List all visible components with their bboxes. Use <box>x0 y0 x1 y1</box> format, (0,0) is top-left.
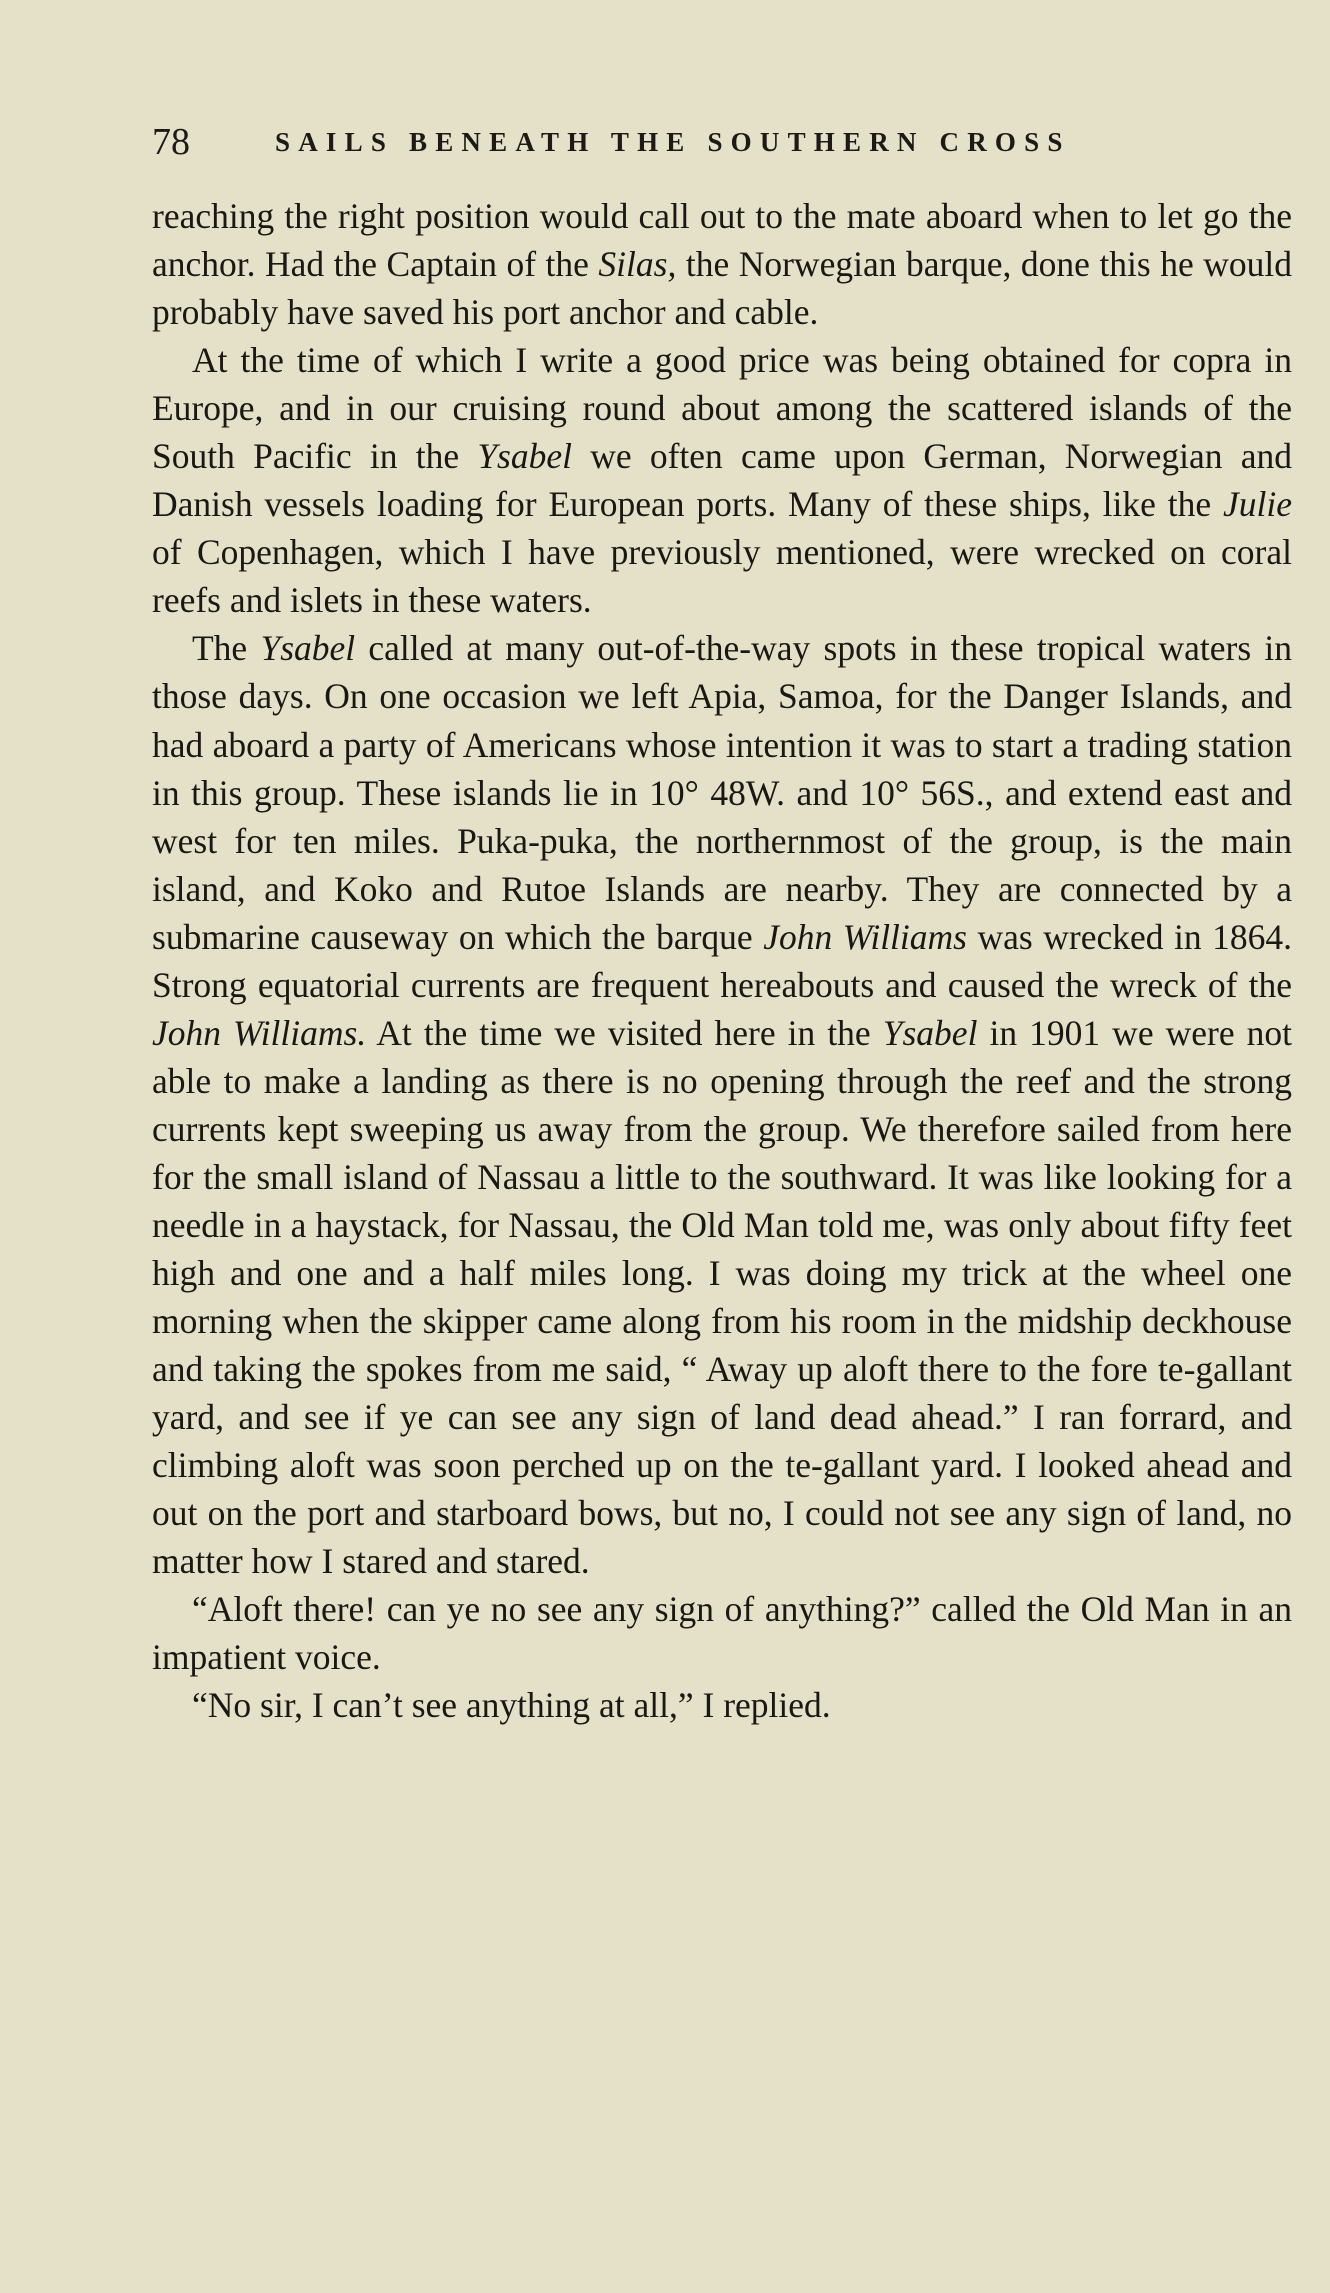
text-run: called at many out-of-the-way spots in these tropical waters in those days. On one occasion we left Apia, Samoa, for the Danger Islands, and had aboard a party of Americans whose intention it was to start a trading station in this group. These islands lie in 10° 48W. and 10° 56S., and extend east and west for ten miles. Puka-puka, the northernmost of the group, is the main island, and Koko and Rutoe Islands are nearby. They are connected by a submarine causeway on which the barque <box>152 628 1292 957</box>
paragraph <box>152 1585 1292 1681</box>
text-run: in 1901 we were not able to make a landing as there is no opening through the reef and the strong currents kept sweeping us away from the group. We therefore sailed from here for the small island of Nassau a little to the southward. It was like looking for a needle in a haystack, for Nassau, the Old Man told me, was only about fifty feet high and one and a half miles long. I was doing my trick at the wheel one morning when the skipper came along from his room in the midship deckhouse and taking the spokes from me said, “ Away up aloft there to the fore te-gallant yard, and see if ye can see any sign of land dead ahead.” I ran forrard, and climbing aloft was soon perched up on the te-gallant yard. I looked ahead and out on the port and starboard bows, but no, I could not see any sign of land, no matter how I stared and stared. <box>152 1012 1293 1582</box>
italic-text: Julie <box>1223 484 1292 525</box>
body-text <box>152 192 1292 1730</box>
text-run: At the time of which I write a good price was being obtained for copra in Europe, and in our cruising round about among the scattered islands of the South Pacific in the <box>152 340 1292 477</box>
text-run: the Norwegian barque, done this he would probably have saved his port anchor and cable. <box>152 244 1293 333</box>
paragraph <box>152 624 1292 1585</box>
paragraph <box>152 192 1292 336</box>
italic-text: Silas, <box>598 244 677 285</box>
text-run: “No sir, I can’t see anything at all,” I replied. <box>192 1685 831 1726</box>
text-run: was wrecked in 1864. Strong equatorial currents are frequent hereabouts and caused the wreck of the <box>152 916 1292 1005</box>
italic-text: Ysabel <box>260 628 356 669</box>
paragraph <box>152 336 1292 624</box>
italic-text: John Williams. <box>152 1012 367 1053</box>
text-run: of Copenhagen, which I have previously mentioned, were wrecked on coral reefs and islets in these waters. <box>152 532 1292 621</box>
text-run: The <box>192 628 261 669</box>
text-run: we often came upon German, Norwegian and Danish vessels loading for European ports. Many of these ships, like the <box>152 436 1292 525</box>
text-run: At the time we visited here in the <box>366 1012 883 1053</box>
italic-text: John Williams <box>763 916 967 957</box>
running-head <box>150 118 1220 168</box>
running-title: SAILS BENEATH THE SOUTHERN CROSS <box>275 127 1071 157</box>
paragraph <box>152 1681 1292 1729</box>
text-run: “Aloft there! can ye no see any sign of anything?” called the Old Man in an impatient voice. <box>152 1589 1292 1678</box>
page-number: 78 <box>152 121 190 163</box>
italic-text: Ysabel <box>477 436 572 477</box>
text-run: reaching the right position would call out to the mate aboard when to let go the anchor. Had the Captain of the <box>152 196 1292 285</box>
italic-text: Ysabel <box>882 1012 978 1053</box>
